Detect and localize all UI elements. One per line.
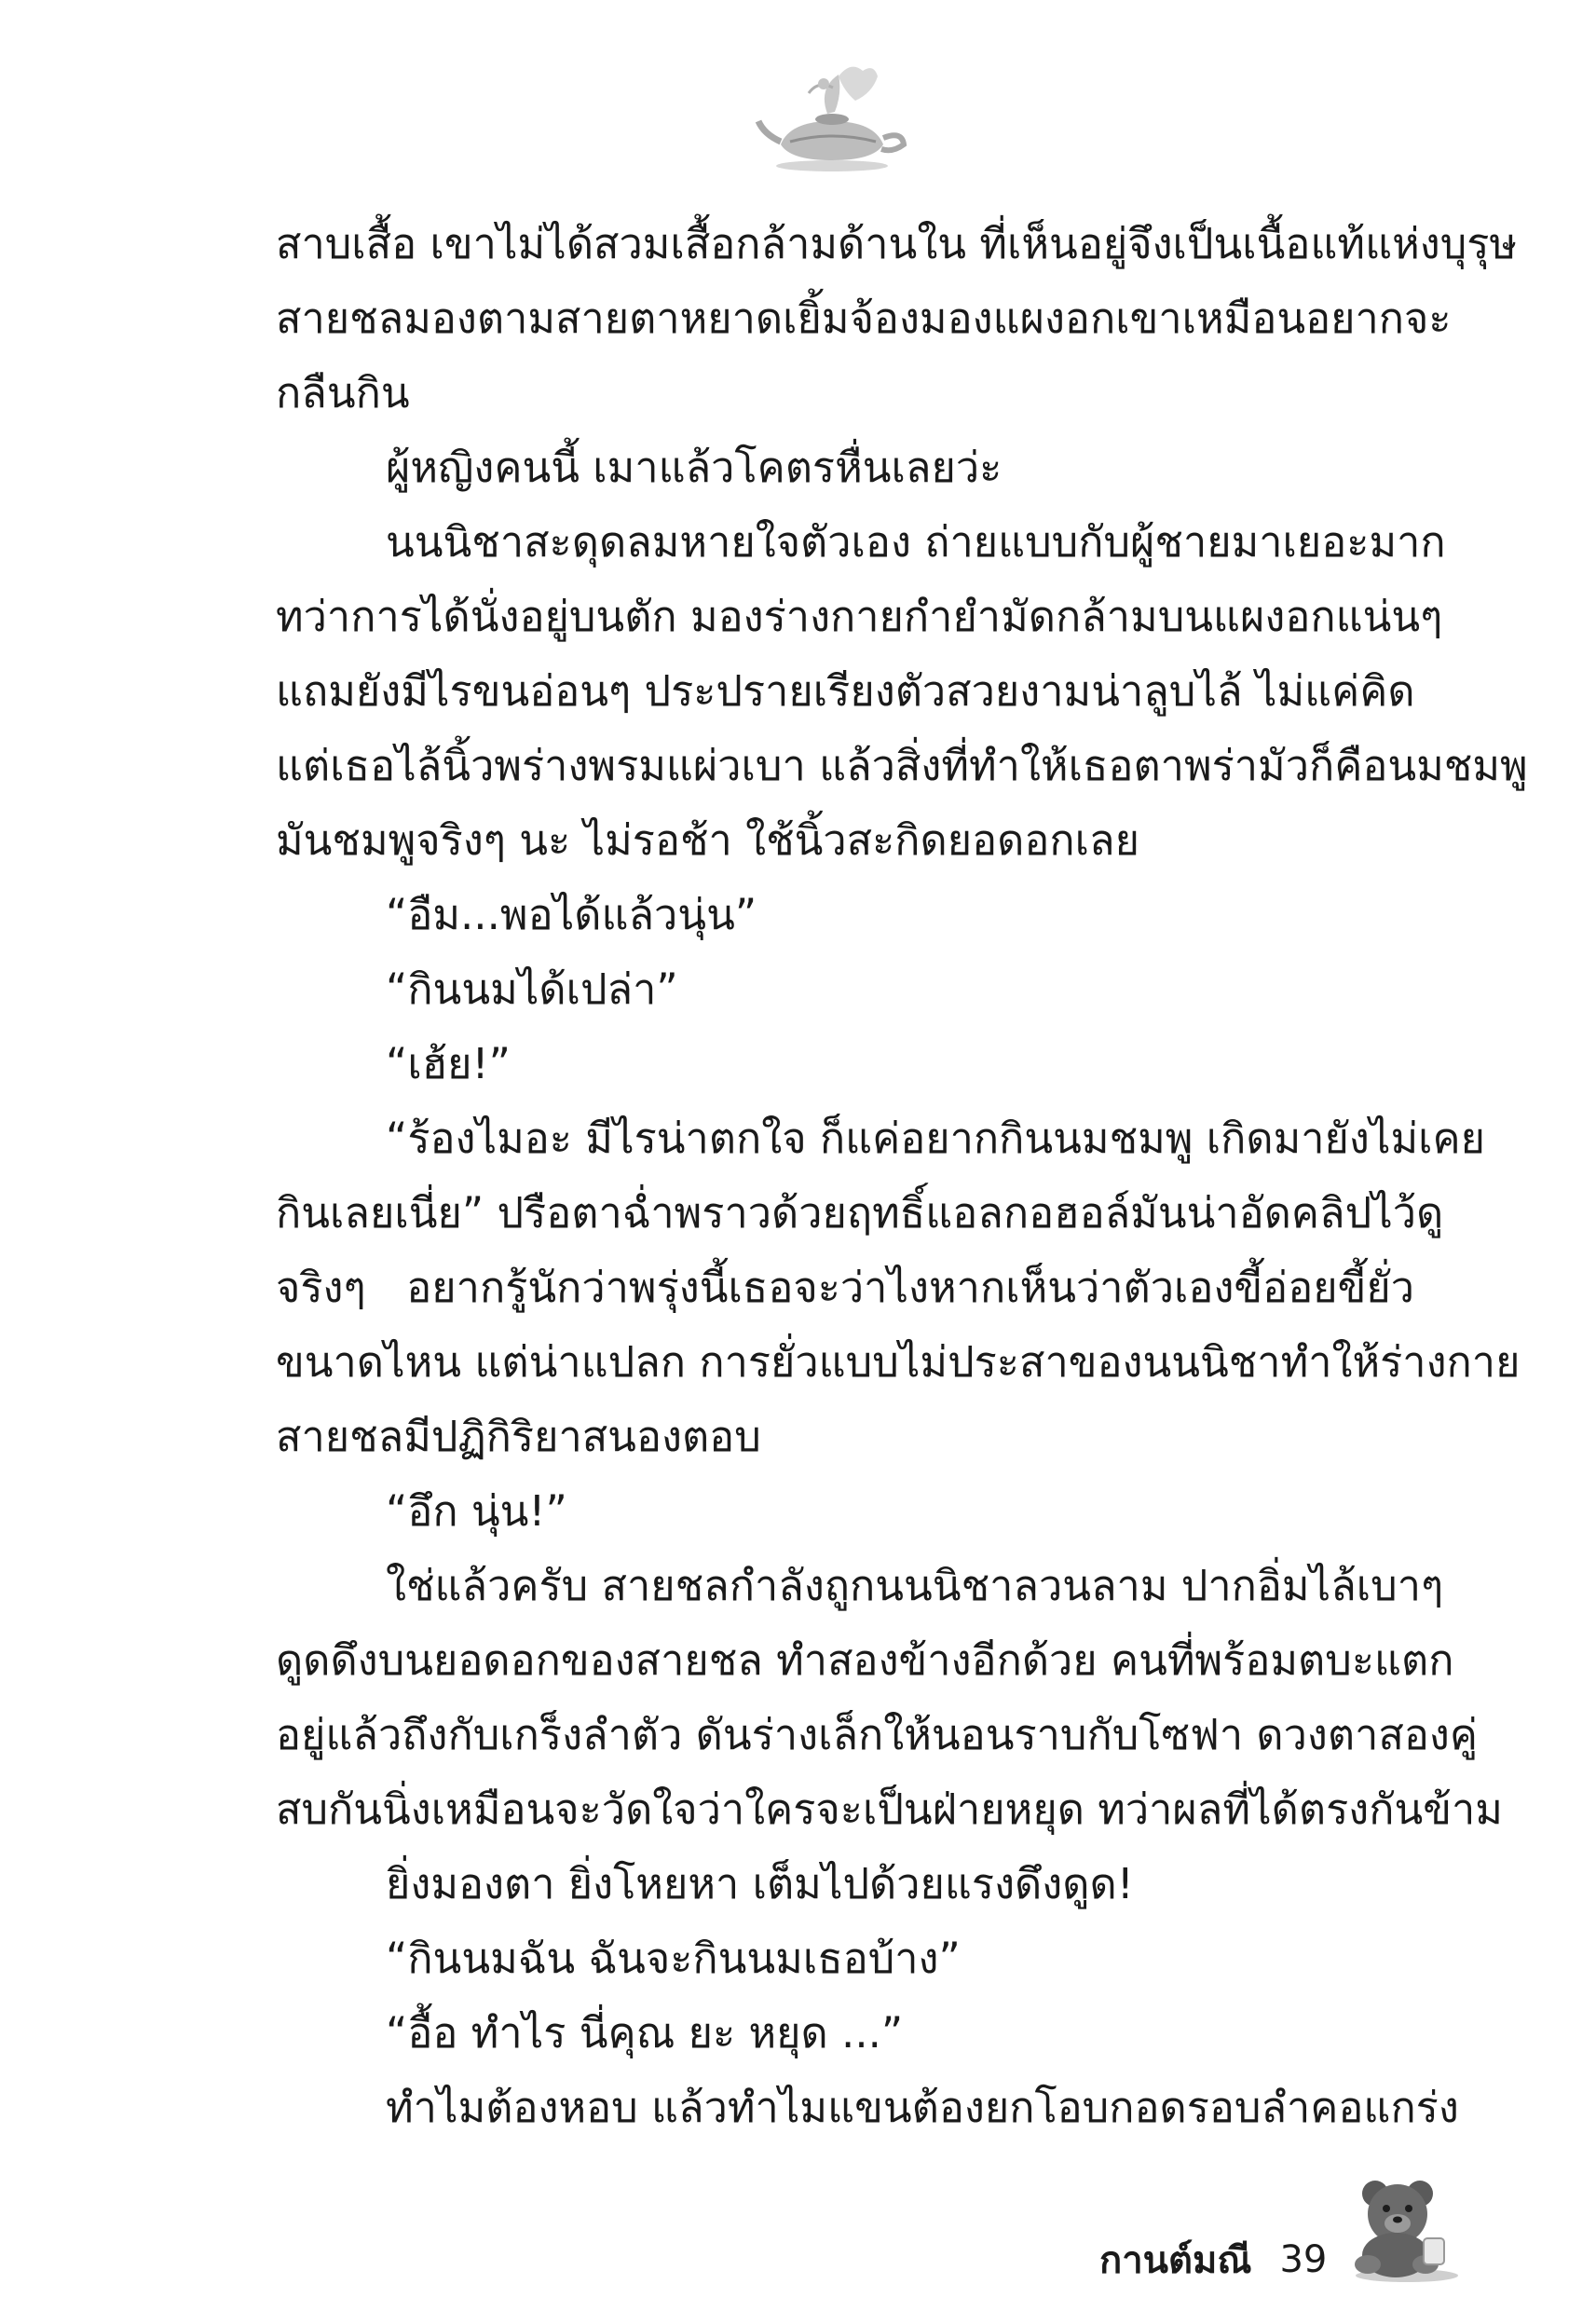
page-number: 39	[1279, 2238, 1328, 2281]
text-line: จริงๆ อยากรู้นักว่าพรุ่งนี้เธอจะว่าไงหากเห็นว่าตัวเองขี้อ่อยขี้ยั่ว	[276, 1263, 1414, 1312]
text-line: แถมยังมีไรขนอ่อนๆ ประปรายเรียงตัวสวยงามน่าลูบไล้ ไม่แค่คิด	[276, 666, 1415, 716]
text-line: ยิ่งมองตา ยิ่งโหยหา เต็มไปด้วยแรงดึงดูด!	[386, 1859, 1134, 1908]
text-line: ขนาดไหน แต่น่าแปลก การยั่วแบบไม่ประสาของนนนิชาทำให้ร่างกาย	[276, 1337, 1521, 1387]
text-line: “กินนมฉัน ฉันจะกินนมเธอบ้าง”	[386, 1934, 961, 1983]
text-line: สายชลมีปฏิกิริยาสนองตอบ	[276, 1412, 761, 1461]
text-line: “อึก นุ่น!”	[386, 1486, 567, 1536]
body-text	[276, 207, 1528, 2145]
text-line: “กินนมได้เปล่า”	[386, 964, 678, 1014]
text-line: สายชลมองตามสายตาหยาดเยิ้มจ้องมองแผงอกเขาเหมือนอยากจะ	[276, 294, 1452, 343]
text-line: “ร้องไมอะ มีไรน่าตกใจ ก็แค่อยากกินนมชมพู เกิดมายังไม่เคย	[386, 1114, 1486, 1163]
teapot-logo-icon	[753, 56, 911, 177]
text-line: อยู่แล้วถึงกับเกร็งลำตัว ดันร่างเล็กให้นอนราบกับโซฟา ดวงตาสองคู่	[276, 1710, 1478, 1759]
text-line: นนนิชาสะดุดลมหายใจตัวเอง ถ่ายแบบกับผู้ชายมาเยอะมาก	[386, 517, 1446, 567]
author-name: กานต์มณี	[1099, 2239, 1252, 2282]
text-line: สาบเสื้อ เขาไม่ได้สวมเสื้อกล้ามด้านใน ที่เห็นอยู่จึงเป็นเนื้อแท้แห่งบุรุษ	[276, 219, 1518, 268]
text-line: ทว่าการได้นั่งอยู่บนตัก มองร่างกายกำยำมัดกล้ามบนแผงอกแน่นๆ	[276, 592, 1443, 641]
text-line: ใช่แล้วครับ สายชลกำลังถูกนนนิชาลวนลาม ปากอิ่มไล้เบาๆ	[386, 1561, 1444, 1610]
text-line: “อื้อ ทำไร นี่คุณ ยะ หยุด ...”	[386, 2008, 904, 2058]
text-line: แต่เธอไล้นิ้วพร่างพรมแผ่วเบา แล้วสิ่งที่ทำให้เธอตาพร่ามัวก็คือนมชมพู	[276, 741, 1528, 790]
text-line: สบกันนิ่งเหมือนจะวัดใจว่าใครจะเป็นฝ่ายหยุด ทว่าผลที่ได้ตรงกันข้าม	[276, 1785, 1503, 1834]
text-line: กินเลยเนี่ย” ปรือตาฉ่ำพราวด้วยฤทธิ์แอลกอฮอล์มันน่าอัดคลิปไว้ดู	[276, 1188, 1444, 1238]
text-line: ดูดดึงบนยอดอกของสายชล ทำสองข้างอีกด้วย คนที่พร้อมตบะแตก	[276, 1635, 1454, 1685]
text-line: มันชมพูจริงๆ นะ ไม่รอช้า ใช้นิ้วสะกิดยอดอกเลย	[276, 815, 1139, 865]
text-line: ผู้หญิงคนนี้ เมาแล้วโคตรหื่นเลยว่ะ	[386, 443, 1003, 492]
text-line: กลืนกิน	[276, 368, 410, 417]
text-line: “เฮ้ย!”	[386, 1039, 511, 1088]
page-footer	[1099, 2232, 1336, 2288]
teddy-bear-icon	[1342, 2171, 1463, 2283]
text-line: ทำไมต้องหอบ แล้วทำไมแขนต้องยกโอบกอดรอบลำคอแกร่ง	[386, 2083, 1459, 2132]
text-line: “อืม...พอได้แล้วนุ่น”	[386, 890, 757, 939]
